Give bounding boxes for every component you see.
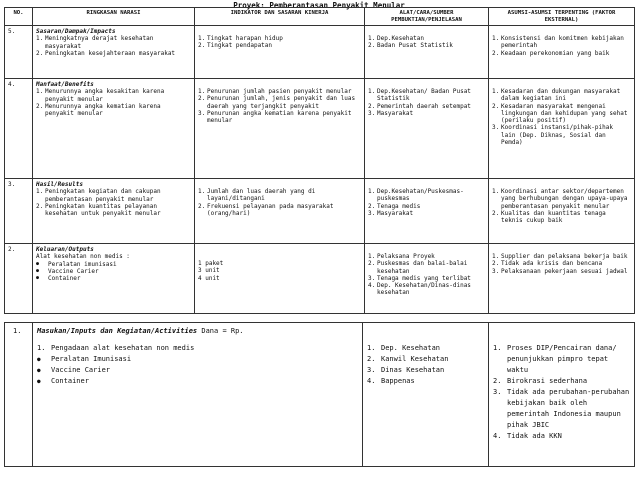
list-item: 3. Penurunan angka kematian karena penyakit menular	[198, 109, 352, 125]
list-item: ● Container	[36, 275, 81, 283]
list-item: 2. Birokrasi sederhana	[493, 377, 588, 385]
list-item: 3. Pelaksanaan pekerjaan sesuai jadwal	[492, 267, 628, 275]
row-number: 2.	[5, 244, 33, 314]
indikator-cell	[195, 79, 365, 179]
narasi-cell	[33, 244, 195, 314]
list-item: 3. Masyarakat	[368, 209, 414, 217]
header-narasi: RINGKASAN NARASI	[33, 8, 195, 26]
inputs-asumsi-cell	[489, 323, 635, 467]
dana-label: Dana = Rp.	[197, 327, 244, 335]
list-item: ● Peralatan Imunisasi	[37, 355, 132, 363]
list-item: 2. Kualitas dan kuantitas tenaga teknis cukup baik	[492, 209, 606, 225]
list-item: ● Vaccine Carier	[36, 267, 99, 275]
list-item: 2. Penurunan jumlah, jenis penyakit dan luas daerah yang terjangkit penyakit	[198, 95, 356, 110]
list-item: 2. Menurunnya angka kematian karena penyakit menular	[36, 102, 161, 118]
logframe-row	[5, 79, 635, 179]
list-item: 1. Peningkatan kegiatan dan cakupan pemberantasan penyakit menular	[36, 188, 161, 203]
row-number: 3.	[5, 179, 33, 244]
list-item: 1. Penurunan jumlah pasien penyakit menular	[198, 88, 352, 95]
row-number: 4.	[5, 79, 33, 179]
row-number: 1.	[5, 323, 33, 467]
list-item: 1. Dep.Kesehatan/ Badan Pusat Statistik	[368, 88, 471, 103]
section-title: Sasaran/Dampak/Impacts	[36, 28, 116, 35]
list-item: 2. Kesadaran masyarakat mengenai lingkungan dan kehidupan yang sehat (perilaku positif)	[492, 102, 628, 125]
list-item: 1. Pelaksana Proyek	[368, 253, 435, 260]
indikator-cell	[195, 244, 365, 314]
logframe-row	[5, 26, 635, 79]
list-item: 3. Masyarakat	[368, 109, 414, 117]
list-item: 4. Dep. Kesehatan/Dinas-dinas kesehatan	[368, 282, 471, 297]
list-item: 1. Kesadaran dan dukungan masyarakat dalam kegiatan ini	[492, 88, 621, 103]
list-item: ● Peralatan imunisasi	[36, 260, 117, 268]
list-item: 1. Dep.Kesehatan/Puskesmas- puskesmas	[368, 188, 464, 203]
list-item: 3. Tenaga medis yang terlibat	[368, 274, 471, 282]
narasi-cell	[33, 79, 195, 179]
list-item: 1. Menurunnya angka kesakitan karena penyakit menular	[36, 88, 165, 103]
list-item: 2. Keadaan perekonomian yang baik	[492, 49, 610, 57]
logframe-row	[5, 179, 635, 244]
indicator-value: 3 unit	[198, 267, 220, 275]
list-item: 2. Tingkat pendapatan	[198, 42, 273, 50]
list-item: 1. Meningkatnya derajat kesehatan masyarakat	[36, 35, 154, 50]
section-title: Manfaat/Benefits	[36, 81, 94, 88]
list-item: 2. Peningkatan kuantitas pelayanan kesehatan untuk penyakit menular	[36, 202, 161, 218]
asumsi-cell	[489, 244, 635, 314]
section-title: Keluaran/Outputs	[36, 246, 94, 253]
list-item: 4. Bappenas	[367, 377, 415, 385]
logframe-row	[5, 244, 635, 314]
list-item: 3. Dinas Kesehatan	[367, 366, 445, 374]
list-item: 1. Koordinasi antar sektor/departemen yang berhubungan dengan upaya-upaya pemberantasan penyakit menular	[492, 188, 628, 210]
inputs-alat-cell	[363, 323, 489, 467]
list-item: 2. Peningkatan kesejahteraan masyarakat	[36, 49, 176, 57]
list-item: 2. Frekuensi pelayanan pada masyarakat (orang/hari)	[198, 202, 334, 217]
header-no: NO.	[5, 8, 33, 26]
indicator-value: 4 unit	[198, 274, 220, 282]
list-item: 4. Tidak ada KKN	[493, 432, 562, 440]
inputs-table	[4, 322, 635, 467]
list-item: 1. Pengadaan alat kesehatan non medis	[37, 344, 195, 352]
row-number: 5.	[5, 26, 33, 79]
list-item: 1. Tingkat harapan hidup	[198, 35, 283, 42]
list-item: 1. Konsistensi dan komitmen kebijakan pemerintah	[492, 35, 624, 50]
list-item: 2. Tidak ada krisis dan bencana	[492, 260, 603, 268]
narasi-cell	[33, 179, 195, 244]
list-item: 1. Dep. Kesehatan	[367, 344, 441, 352]
indikator-cell	[195, 179, 365, 244]
narasi-cell	[33, 26, 195, 79]
list-item: 2. Badan Pusat Statistik	[368, 42, 453, 50]
alat-cell	[365, 179, 489, 244]
indikator-cell	[195, 26, 365, 79]
list-item: 1. Proses DIP/Pencairan dana/ penunjukkan pimpro tepat waktu	[493, 344, 617, 374]
list-item: 3. Koordinasi instansi/pihak-pihak lain (Dep. Diknas, Sosial dan Pemda)	[492, 124, 613, 147]
alat-cell	[365, 244, 489, 314]
indicator-value: 1 paket	[198, 260, 224, 267]
asumsi-cell	[489, 26, 635, 79]
alat-cell	[365, 79, 489, 179]
list-item: 2. Pemerintah daerah setempat	[368, 102, 471, 110]
list-item: 3. Tidak ada perubahan-perubahan kebijakan baik oleh pemerintah Indonesia maupun pihak JBIC	[493, 388, 630, 429]
list-item: 1. Jumlah dan luas daerah yang di layani/ditangani	[198, 188, 316, 203]
list-item: 2. Tenaga medis	[368, 202, 421, 210]
list-item: 1. Supplier dan pelaksana bekerja baik	[492, 253, 628, 260]
page-title: Proyek: Pemberantasan Penyakit Menular	[233, 1, 405, 10]
header-indikator: INDIKATOR DAN SASARAN KINERJA	[195, 8, 365, 26]
alat-cell	[365, 26, 489, 79]
asumsi-cell	[489, 79, 635, 179]
section-title: Masukan/Inputs dan Kegiatan/Activities	[37, 327, 198, 335]
outputs-intro: Alat kesehatan non medis :	[36, 253, 130, 261]
logframe-table	[4, 7, 635, 314]
list-item: ● Vaccine Carier	[37, 366, 111, 374]
list-item: ● Container	[37, 377, 89, 385]
list-item: 2. Kanwil Kesehatan	[367, 355, 449, 363]
section-title: Hasil/Results	[36, 181, 83, 188]
list-item: 2. Puskesmas dan balai-balai kesehatan	[368, 260, 468, 275]
header-asumsi: ASUMSI-ASUMSI TERPENTING (FAKTOR EKSTERNAL)	[489, 8, 635, 26]
inputs-narasi-cell	[33, 323, 363, 467]
header-alat: ALAT/CARA/SUMBER PEMBUKTIAN/PENJELASAN	[365, 8, 489, 26]
list-item: 1. Dep.Kesehatan	[368, 35, 424, 42]
asumsi-cell	[489, 179, 635, 244]
